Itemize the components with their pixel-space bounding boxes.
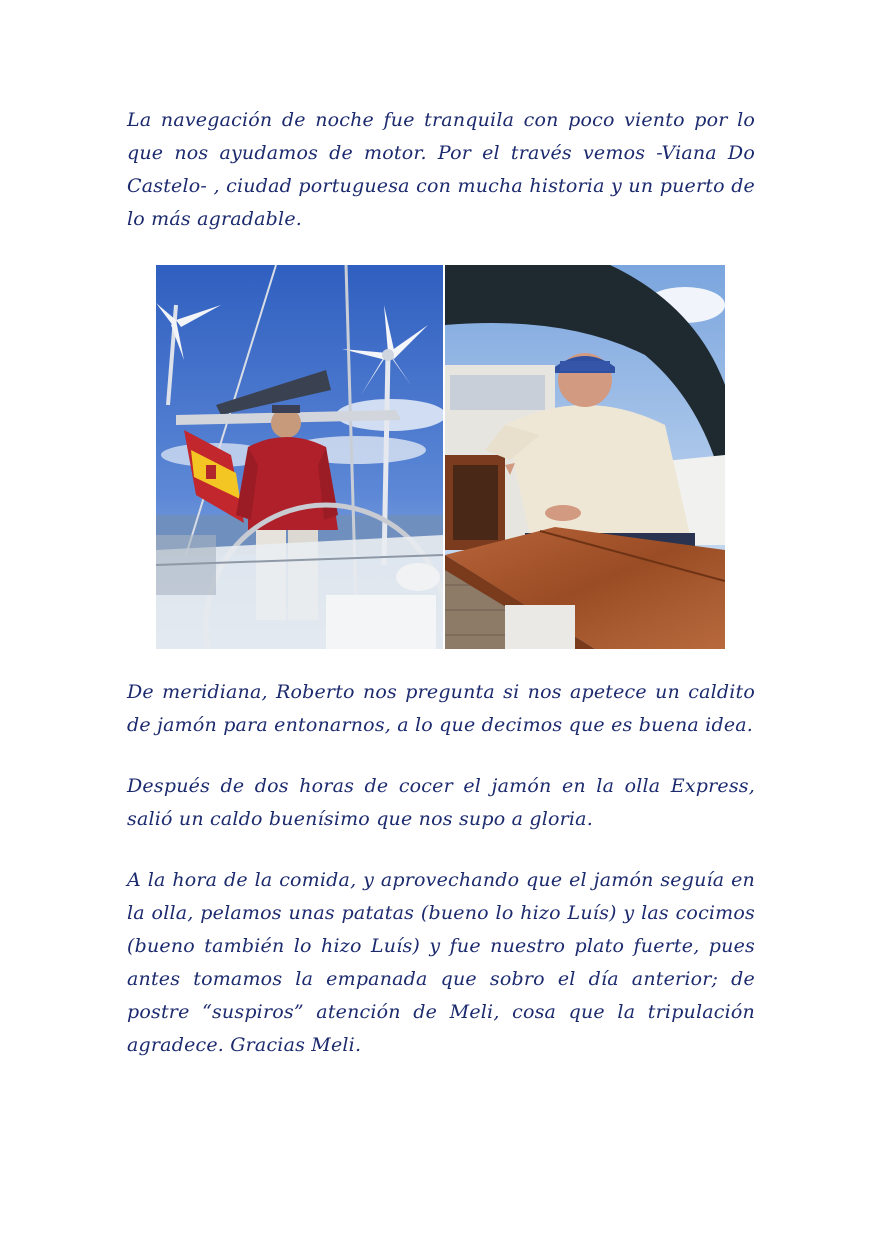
sailor-at-helm-photo: [156, 265, 443, 649]
paragraph-2: De meridiana, Roberto nos pregunta si nos apetece un caldito de jamón para entonarnos, a lo que decimos que es buena idea.: [127, 681, 755, 736]
man-in-cockpit-photo: [445, 265, 725, 649]
photo-pair: [156, 265, 725, 649]
paragraph-1: La navegación de noche fue tranquila con poco viento por lo que nos ayudamos de motor. Por el través vemos -Viana Do Castelo- , ciudad portuguesa con mucha historia y un puerto de lo más agradable.: [127, 109, 755, 230]
paragraph-4: A la hora de la comida, y aprovechando que el jamón seguía en la olla, pelamos unas patatas (bueno lo hizo Luís) y las cocimos (bueno también lo hizo Luís) y fue nuestro plato fuerte, pues antes tomamos la empanada que sobro el día anterior; de postre “suspiros” atención de Meli, cosa que la tripulación agradece. Gracias Meli.: [127, 869, 755, 1056]
paragraph-3: Después de dos horas de cocer el jamón en la olla Express, salió un caldo buenísimo que nos supo a gloria.: [127, 775, 755, 830]
